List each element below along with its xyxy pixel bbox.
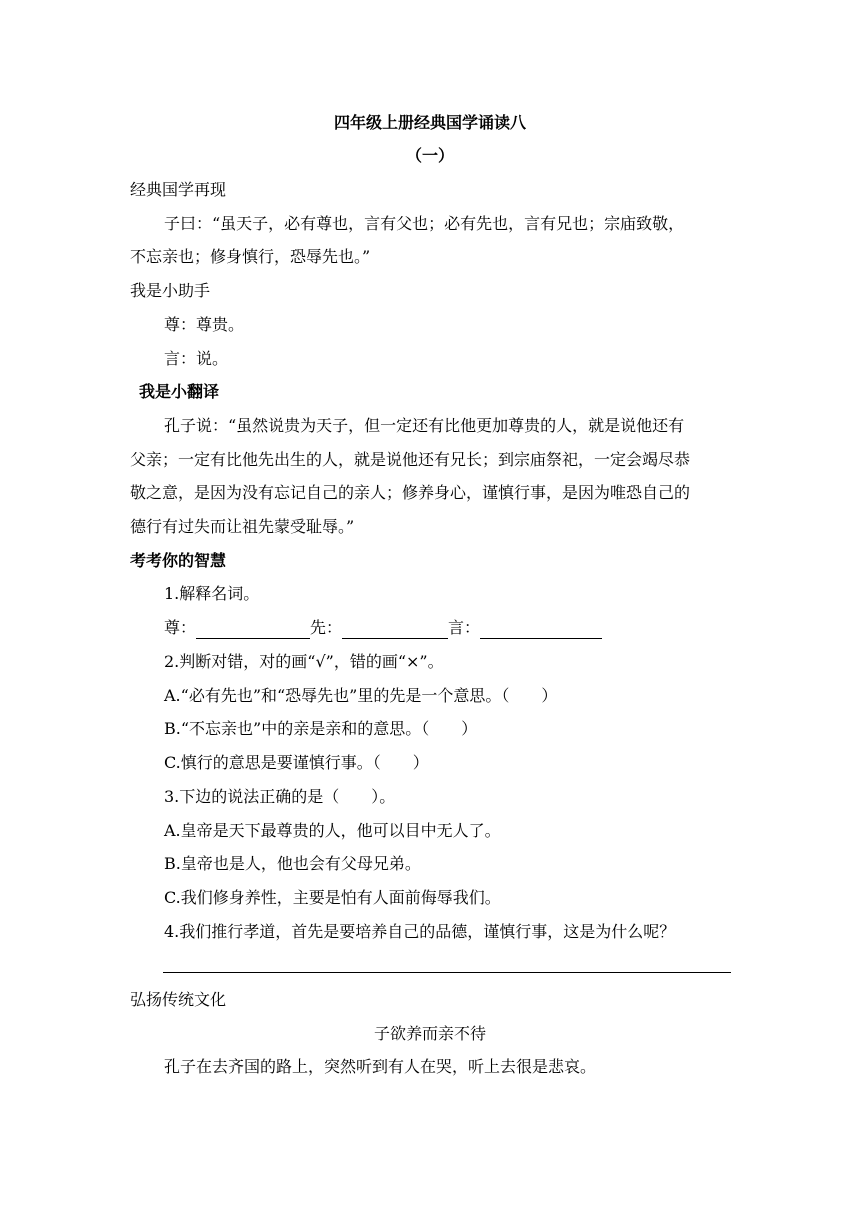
section-heading-helper: 我是小助手 <box>130 281 211 300</box>
document-title: 四年级上册经典国学诵读八 <box>333 113 526 132</box>
question-2: 2.判断对错，对的画“√”，错的画“×”。 <box>164 652 444 671</box>
answer-line-question-4[interactable] <box>163 972 731 973</box>
question-3-option-a: A.皇帝是天下最尊贵的人，他可以目中无人了。 <box>164 821 501 840</box>
section-heading-translate: 我是小翻译 <box>139 382 220 401</box>
question-3-option-b: B.皇帝也是人，他也会有父母兄弟。 <box>164 854 421 873</box>
question-2-option-a: A.“必有先也”和“恐辱先也”里的先是一个意思。（ ） <box>164 686 558 705</box>
answer-blank-yan[interactable] <box>480 620 602 639</box>
blank-label-xian: 先： <box>310 618 343 637</box>
question-3-option-c: C.我们修身养性，主要是怕有人面前侮辱我们。 <box>164 888 501 907</box>
helper-item-yan: 言：说。 <box>164 349 229 368</box>
story-title: 子欲养而亲不待 <box>373 1024 486 1043</box>
story-line-1: 孔子在去齐国的路上，突然听到有人在哭，听上去很是悲哀。 <box>164 1057 597 1076</box>
answer-blank-xian[interactable] <box>342 620 448 639</box>
question-3: 3.下边的说法正确的是（ ）。 <box>164 787 396 806</box>
blank-label-yan: 言： <box>448 618 481 637</box>
translation-line-4: 德行有过失而让祖先蒙受耻辱。” <box>130 517 355 536</box>
translation-line-2: 父亲；一定有比他先出生的人，就是说他还有兄长；到宗庙祭祀，一定会竭尽恭 <box>130 450 691 469</box>
document-subtitle: （一） <box>405 146 454 165</box>
translation-line-1: 孔子说：“虽然说贵为天子，但一定还有比他更加尊贵的人，就是说他还有 <box>164 416 685 435</box>
section-heading-culture: 弘扬传统文化 <box>130 990 227 1009</box>
question-2-option-c: C.慎行的意思是要谨慎行事。（ ） <box>164 753 429 772</box>
helper-item-zun: 尊：尊贵。 <box>164 315 245 334</box>
question-1: 1.解释名词。 <box>164 584 260 603</box>
question-4: 4.我们推行孝道，首先是要培养自己的品德，谨慎行事，这是为什么呢？ <box>164 922 676 941</box>
classic-text-line-1: 子曰：“虽天子，必有尊也，言有父也；必有先也，言有兄也；宗庙致敬， <box>164 214 685 233</box>
question-2-option-b: B.“不忘亲也”中的亲是亲和的意思。（ ） <box>164 719 478 738</box>
section-heading-quiz: 考考你的智慧 <box>130 551 227 570</box>
answer-blank-zun[interactable] <box>196 620 310 639</box>
section-heading-classic: 经典国学再现 <box>130 180 227 199</box>
classic-text-line-2: 不忘亲也；修身慎行，恐辱先也。” <box>130 247 371 266</box>
question-1-blanks <box>164 617 602 639</box>
blank-label-zun: 尊： <box>164 618 197 637</box>
translation-line-3: 敬之意，是因为没有忘记自己的亲人；修养身心，谨慎行事，是因为唯恐自己的 <box>130 483 691 502</box>
